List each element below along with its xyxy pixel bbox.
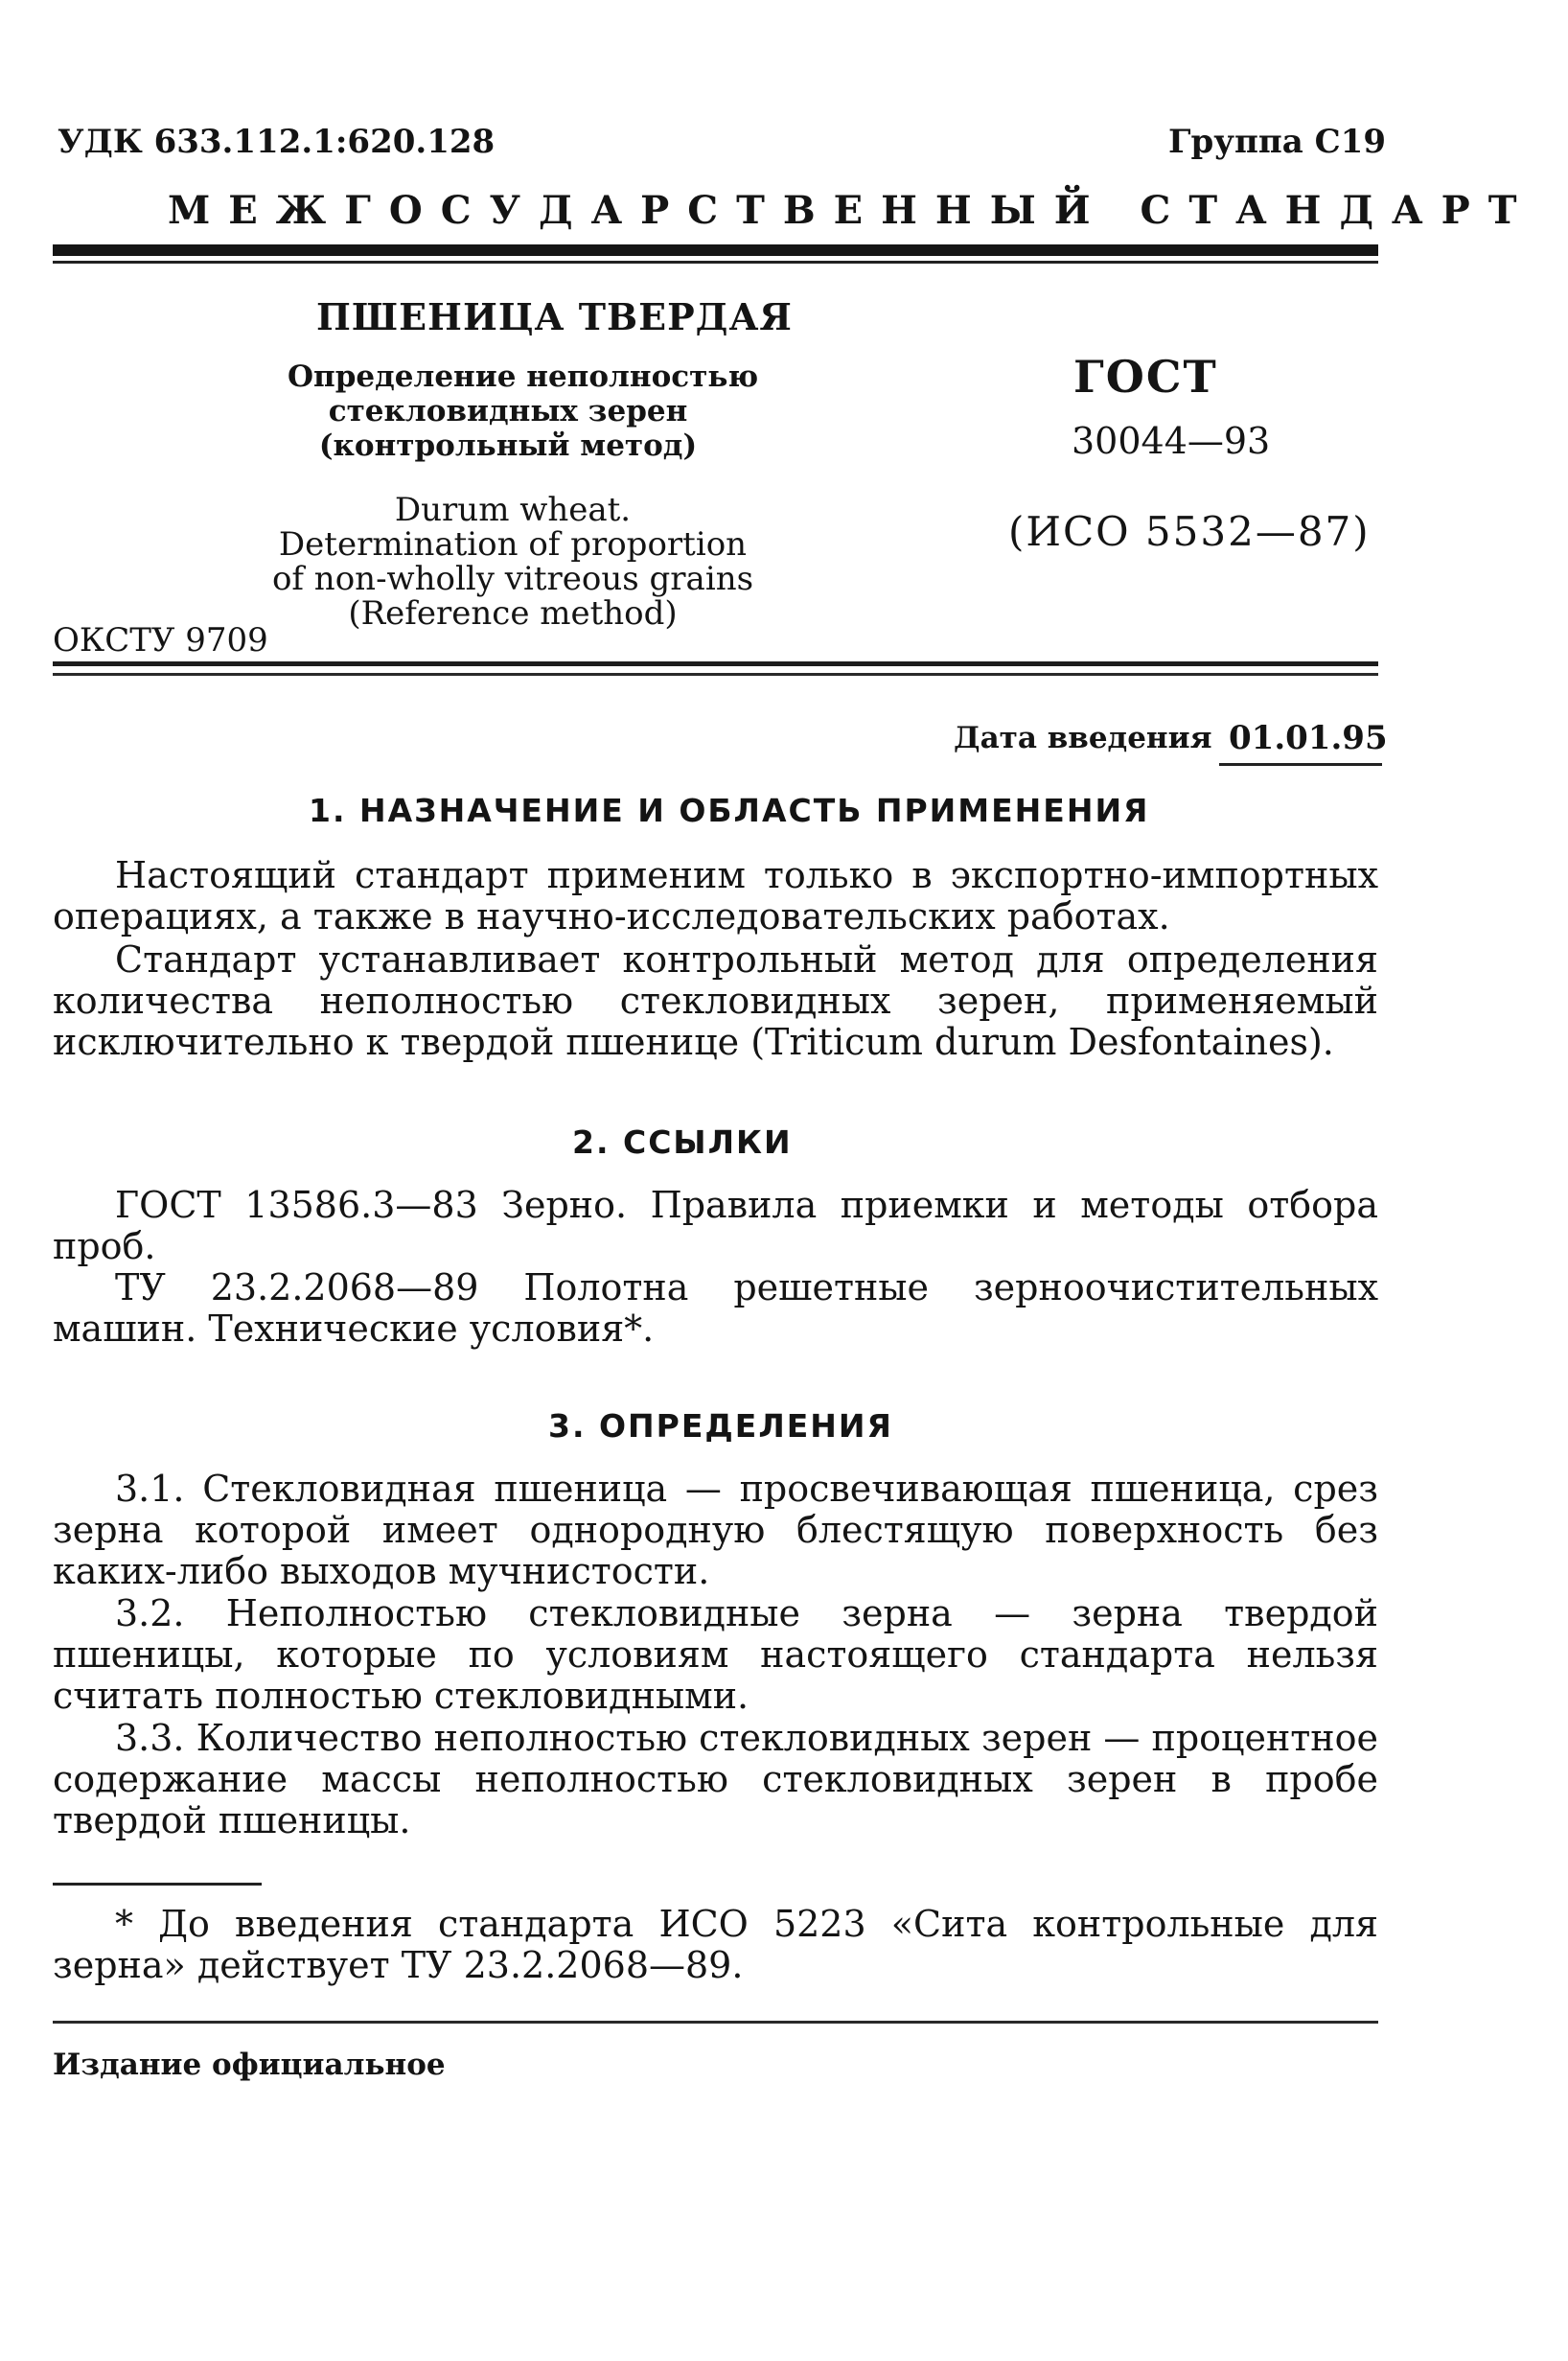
standard-type-banner: МЕЖГОСУДАРСТВЕННЫЙ СТАНДАРТ <box>168 188 1535 233</box>
header-rule-thin <box>53 261 1378 264</box>
intro-date-value: 01.01.95 <box>1229 719 1388 757</box>
subtitle-line: (контрольный метод) <box>318 428 698 463</box>
english-title <box>254 493 772 631</box>
english-title-line: (Reference method) <box>348 594 678 633</box>
paragraph <box>53 1469 1378 1592</box>
udk-code: УДК 633.112.1:620.128 <box>58 123 496 161</box>
section-heading-scope: 1. НАЗНАЧЕНИЕ И ОБЛАСТЬ ПРИМЕНЕНИЯ <box>309 792 1150 829</box>
subtitle-line: Определение неполностью <box>288 359 759 394</box>
paragraph-text: ТУ 23.2.2068—89 Полотна решетные зерноочистительных машин. Технические условия*. <box>53 1266 1378 1350</box>
gost-number: 30044—93 <box>1072 420 1271 462</box>
intro-date-label: Дата введения <box>954 721 1212 755</box>
english-title-line: Durum wheat. <box>394 491 632 529</box>
paragraph-text: 3.2. Неполностью стекловидные зерна — зерна твердой пшеницы, которые по условиям настоящего стандарта нельзя считать полностью стекловидными. <box>53 1592 1378 1717</box>
header-rule-thick <box>53 244 1378 256</box>
footnote-rule <box>53 1883 262 1886</box>
footnote-text: * До введения стандарта ИСО 5223 «Сита контрольные для зерна» действует ТУ 23.2.2068—89. <box>53 1903 1378 1986</box>
title-block-rule <box>53 661 1378 666</box>
paragraph-text: Настоящий стандарт применим только в экспортно-импортных операциях, а также в научно-исследовательских работах. <box>53 854 1378 937</box>
paragraph <box>53 939 1378 1063</box>
footnote <box>53 1904 1378 1986</box>
footer-rule <box>53 2021 1378 2024</box>
section-heading-references: 2. ССЫЛКИ <box>572 1123 793 1161</box>
gost-label: ГОСТ <box>1073 351 1218 403</box>
title-block-rule-thin <box>53 673 1378 676</box>
paragraph <box>53 855 1378 937</box>
iso-reference: (ИСО 5532—87) <box>1008 508 1371 555</box>
paragraph-text: Стандарт устанавливает контрольный метод для определения количества неполностью стекловидных зерен, применяемый исключительно к твердой пшенице (Triticum durum Desfontaines). <box>53 938 1378 1063</box>
paragraph <box>53 1267 1378 1350</box>
document-subtitle <box>288 359 759 463</box>
okstu-code: ОКСТУ 9709 <box>53 621 268 660</box>
paragraph <box>53 1185 1378 1267</box>
english-title-line: Determination of proportion <box>278 525 748 564</box>
subtitle-line: стекловидных зерен <box>328 394 688 428</box>
paragraph <box>53 1718 1378 1841</box>
group-code: Группа С19 <box>1167 123 1386 161</box>
paragraph-text: 3.1. Стекловидная пшеница — просвечивающая пшеница, срез зерна которой имеет однородную блестящую поверхность без каких-либо выходов мучнистости. <box>53 1468 1378 1592</box>
paragraph-text: ГОСТ 13586.3—83 Зерно. Правила приемки и методы отбора проб. <box>53 1184 1378 1267</box>
document-title: ПШЕНИЦА ТВЕРДАЯ <box>316 295 793 338</box>
paragraph <box>53 1593 1378 1717</box>
intro-date-underline <box>1219 763 1382 766</box>
paragraph-text: 3.3. Количество неполностью стекловидных зерен — процентное содержание массы неполностью стекловидных зерен в пробе твердой пшеницы. <box>53 1717 1378 1841</box>
section-heading-definitions: 3. ОПРЕДЕЛЕНИЯ <box>548 1407 893 1445</box>
edition-label: Издание официальное <box>53 2048 446 2082</box>
english-title-line: of non-wholly vitreous grains <box>271 560 754 598</box>
